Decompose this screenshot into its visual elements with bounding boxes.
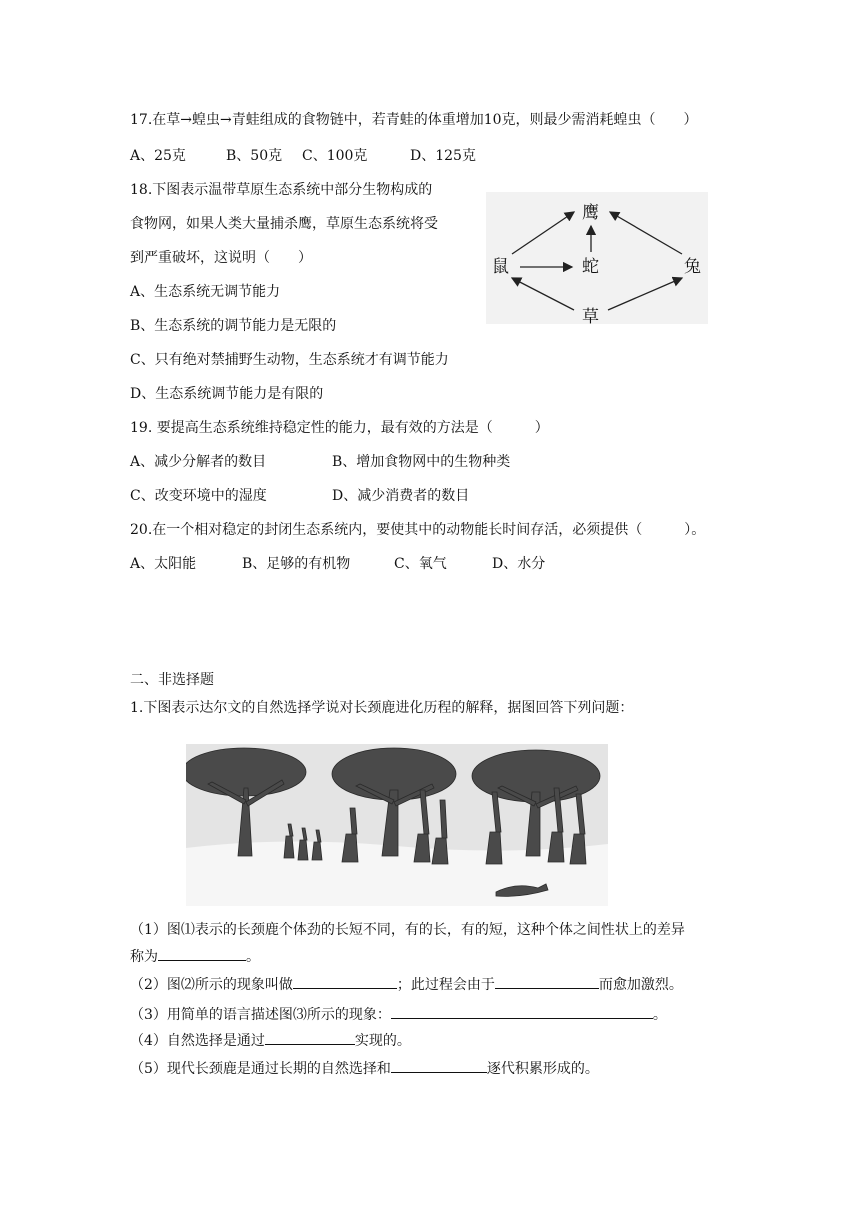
giraffe-evolution-illustration (186, 744, 608, 906)
q19-options-row-1 (130, 452, 510, 472)
answer-blank-5[interactable] (391, 1058, 487, 1073)
sub4-line (130, 1030, 411, 1051)
node-grass: 草 (582, 307, 599, 324)
q18-stem-line-1: 18.下图表示温带草原生态系统中部分生物构成的 (130, 182, 433, 198)
node-eagle: 鹰 (582, 203, 599, 223)
sub2-line (130, 974, 683, 995)
q18-stem-line-3: 到严重破坏，这说明（ ） (130, 250, 312, 266)
arrow-mouse-to-eagle (512, 212, 574, 254)
sub5-line (130, 1058, 599, 1079)
q18-option-d: D、生态系统调节能力是有限的 (130, 386, 324, 402)
section-title: 二、非选择题 (130, 672, 214, 688)
q19-option-c: C、改变环境中的湿度 (130, 488, 267, 504)
arrow-grass-to-mouse (512, 278, 574, 310)
answer-blank-1[interactable] (158, 946, 246, 961)
sub5-suffix: 逐代积累形成的。 (486, 1061, 599, 1077)
q20-option-d: D、水分 (492, 556, 546, 572)
q20-option-b: B、足够的有机物 (242, 556, 351, 572)
q17-option-d: D、125克 (410, 148, 476, 164)
sub1-suffix: 。 (246, 949, 260, 965)
q19-option-b: B、增加食物网中的生物种类 (332, 454, 511, 470)
q20-options (130, 554, 545, 574)
q20-option-a: A、太阳能 (130, 556, 197, 572)
sub3-line (130, 1004, 667, 1025)
node-rabbit: 兔 (684, 257, 701, 277)
q19-option-d: D、减少消费者的数目 (332, 488, 470, 504)
node-snake: 蛇 (582, 257, 599, 277)
q18-stem-line-2: 食物网，如果人类大量捕杀鹰，草原生态系统将受 (130, 216, 438, 232)
q17-option-c: C、100克 (302, 148, 368, 164)
q18-option-c: C、只有绝对禁捕野生动物，生态系统才有调节能力 (130, 352, 449, 368)
sub1-prefix: 称为 (130, 949, 158, 965)
answer-blank-2b[interactable] (495, 974, 599, 989)
section2-q1-stem: 1.下图表示达尔文的自然选择学说对长颈鹿进化历程的解释，据图回答下列问题： (130, 700, 634, 716)
sub2-suffix: 而愈加激烈。 (598, 977, 683, 993)
q20-option-c: C、氧气 (394, 556, 447, 572)
q19-options-row-2 (130, 486, 469, 506)
arrow-grass-to-rabbit (608, 278, 682, 310)
q17-option-b: B、50克 (226, 148, 283, 164)
sub1-line-2 (130, 946, 260, 967)
q19-stem: 19. 要提高生态系统维持稳定性的能力，最有效的方法是（ ） (130, 420, 549, 436)
sub2-prefix: （2）图⑵所示的现象叫做 (130, 977, 293, 993)
q18-option-a: A、生态系统无调节能力 (130, 284, 281, 300)
q17-option-a: A、25克 (130, 148, 186, 164)
sub5-prefix: （5）现代长颈鹿是通过长期的自然选择和 (130, 1061, 391, 1077)
sub3-suffix: 。 (652, 1007, 667, 1023)
answer-blank-2a[interactable] (293, 974, 397, 989)
arrow-rabbit-to-eagle (610, 212, 682, 254)
q19-option-a: A、减少分解者的数目 (130, 454, 267, 470)
q20-stem: 20.在一个相对稳定的封闭生态系统内，要使其中的动物能长时间存活，必须提供（ ）。 (130, 522, 706, 538)
food-web-diagram (486, 192, 708, 324)
q17-stem: 17.在草→蝗虫→青蛙组成的食物链中，若青蛙的体重增加10克，则最少需消耗蝗虫（ ） (130, 112, 698, 128)
q18-option-b: B、生态系统的调节能力是无限的 (130, 318, 337, 334)
sub4-suffix: 实现的。 (354, 1033, 411, 1049)
q17-options (130, 146, 476, 166)
sub3-prefix: （3）用简单的语言描述图⑶所示的现象： (130, 1007, 391, 1023)
sub4-prefix: （4）自然选择是通过 (130, 1033, 265, 1049)
node-mouse: 鼠 (492, 257, 509, 277)
answer-blank-3[interactable] (391, 1004, 653, 1019)
answer-blank-4[interactable] (265, 1030, 355, 1045)
sub2-middle: ；此过程会由于 (396, 977, 495, 993)
sub1-line-1: （1）图⑴表示的长颈鹿个体劲的长短不同，有的长，有的短，这种个体之间性状上的差异 (130, 922, 685, 938)
